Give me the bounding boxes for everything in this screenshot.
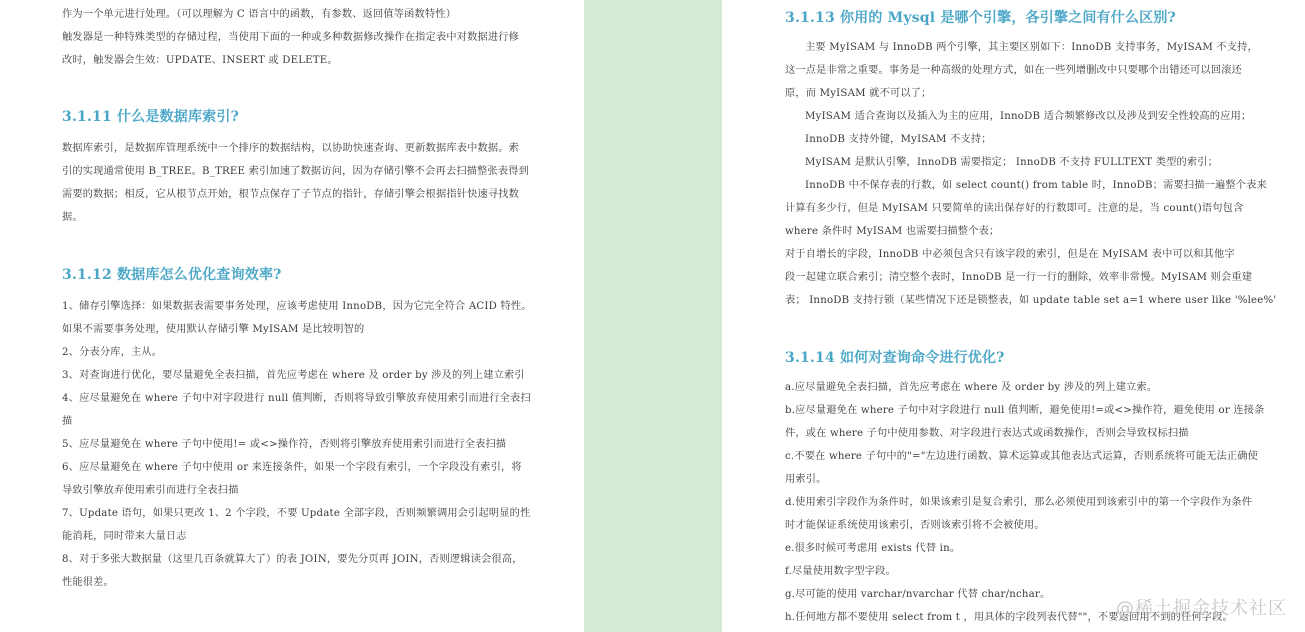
text-line: 引的实现通常使用 B_TREE。B_TREE 索引加速了数据访问，因为存储引擎不会再去扫描整张表得到 xyxy=(62,166,530,177)
text-line: 时才能保证系统使用该索引，否则该索引将不会被使用。 xyxy=(785,520,1045,531)
text-line: 7、Update 语句，如果只更改 1、2 个字段，不要 Update 全部字段，否则频繁调用会引起明显的性 xyxy=(62,508,531,519)
text-line: 段一起建立联合索引；清空整个表时，InnoDB 是一行一行的删除，效率非常慢。MyISAM 则会重建 xyxy=(785,272,1253,283)
text-line: 数据库索引，是数据库管理系统中一个排序的数据结构，以协助快速查询、更新数据库表中数据。索 xyxy=(62,143,520,154)
text-line: 6、应尽量避免在 where 子句中使用 or 来连接条件，如果一个字段有索引，一个字段没有索引，将 xyxy=(62,462,522,473)
text-line: c.不要在 where 子句中的"="左边进行函数、算术运算或其他表达式运算，否则系统将可能无法正确使 xyxy=(785,451,1259,462)
text-line: 1、储存引擎选择：如果数据表需要事务处理，应该考虑使用 InnoDB，因为它完全符合 ACID 特性。 xyxy=(62,301,532,312)
text-line: where 条件时 MyISAM 也需要扫描整个表； xyxy=(785,226,1000,237)
text-line: 如果不需要事务处理，使用默认存储引擎 MyISAM 是比较明智的 xyxy=(62,324,365,335)
left-page xyxy=(0,0,584,632)
text-line: 5、应尽量避免在 where 子句中使用!= 或<>操作符，否则将引擎放弃使用索引而进行全表扫描 xyxy=(62,439,507,450)
section-heading-3-1-12: 3.1.12 数据库怎么优化查询效率? xyxy=(62,267,282,283)
text-line: e.很多时候可考虑用 exists 代替 in。 xyxy=(785,543,961,554)
text-line: 这一点是非常之重要。事务是一种高级的处理方式，如在一些列增删改中只要哪个出错还可以回滚还 xyxy=(785,65,1243,76)
text-line: 作为一个单元进行处理。（可以理解为 C 语言中的函数，有参数、返回值等函数特性） xyxy=(62,9,457,20)
text-line: 8、对于多张大数据量（这里几百条就算大了）的表 JOIN，要先分页再 JOIN，否则逻辑读会很高， xyxy=(62,554,523,565)
text-line: 2、分表分库，主从。 xyxy=(62,347,163,358)
text-line: 件，或在 where 子句中使用参数、对字段进行表达式或函数操作，否则会导致权标扫描 xyxy=(785,428,1189,439)
text-line: d.使用索引字段作为条件时，如果该索引是复合索引，那么必须使用到该索引中的第一个字段作为条件 xyxy=(785,497,1253,508)
page-gutter xyxy=(584,0,722,632)
text-line: 3、对查询进行优化，要尽量避免全表扫描，首先应考虑在 where 及 order by 涉及的列上建立索引 xyxy=(62,370,525,381)
watermark: @稀土掘金技术社区 xyxy=(1116,598,1287,619)
text-line: 性能很差。 xyxy=(62,577,114,588)
text-line: 导致引擎放弃使用索引而进行全表扫描 xyxy=(62,485,239,496)
text-line: b.应尽量避免在 where 子句中对字段进行 null 值判断，避免使用!=或<>操作符，避免使用 or 连接条 xyxy=(785,405,1265,416)
text-line: 对于自增长的字段，InnoDB 中必须包含只有该字段的索引，但是在 MyISAM 表中可以和其他字 xyxy=(785,249,1235,260)
text-line: 据。 xyxy=(62,212,83,223)
text-line: 表； InnoDB 支持行锁（某些情况下还是锁整表，如 update table set a=1 where user like '%lee%' xyxy=(785,295,1277,306)
text-line: InnoDB 中不保存表的行数，如 select count() from table 时，InnoDB；需要扫描一遍整个表来 xyxy=(805,180,1267,191)
right-page xyxy=(722,0,1305,632)
text-line: 描 xyxy=(62,416,73,427)
text-line: 主要 MyISAM 与 InnoDB 两个引擎，其主要区别如下：InnoDB 支持事务，MyISAM 不支持， xyxy=(805,42,1258,53)
text-line: MyISAM 适合查询以及插入为主的应用，InnoDB 适合频繁修改以及涉及到安全性较高的应用； xyxy=(805,111,1252,122)
text-line: MyISAM 是默认引擎，InnoDB 需要指定； InnoDB 不支持 FULLTEXT 类型的索引； xyxy=(805,157,1219,168)
text-line: 计算有多少行，但是 MyISAM 只要简单的读出保存好的行数即可。注意的是，当 count()语句包含 xyxy=(785,203,1244,214)
text-line: 触发器是一种特殊类型的存储过程，当使用下面的一种或多种数据修改操作在指定表中对数据进行修 xyxy=(62,32,520,43)
section-heading-3-1-11: 3.1.11 什么是数据库索引? xyxy=(62,109,239,125)
text-line: 能消耗，同时带来大量日志 xyxy=(62,531,187,542)
text-line: InnoDB 支持外键，MyISAM 不支持； xyxy=(805,134,992,145)
text-line: h.任何地方都不要使用 select from t ，用具体的字段列表代替""，不要返回用不到的任何字段。 xyxy=(785,612,1233,623)
section-heading-3-1-14: 3.1.14 如何对查询命令进行优化? xyxy=(785,350,1005,366)
text-line: 4、应尽量避免在 where 子句中对字段进行 null 值判断，否则将导致引擎放弃使用索引而进行全表扫 xyxy=(62,393,531,404)
text-line: 改时，触发器会生效：UPDATE、INSERT 或 DELETE。 xyxy=(62,55,338,66)
text-line: 需要的数据；相反，它从根节点开始，根节点保存了子节点的指针，存储引擎会根据指针快速寻找数 xyxy=(62,189,520,200)
section-heading-3-1-13: 3.1.13 你用的 Mysql 是哪个引擎，各引擎之间有什么区别? xyxy=(785,10,1176,26)
text-line: 用索引。 xyxy=(785,474,827,485)
text-line: f.尽量使用数字型字段。 xyxy=(785,566,896,577)
text-line: a.应尽量避免全表扫描，首先应考虑在 where 及 order by 涉及的列上建立索。 xyxy=(785,382,1158,393)
text-line: 原，而 MyISAM 就不可以了； xyxy=(785,88,932,99)
text-line: g.尽可能的使用 varchar/nvarchar 代替 char/nchar。 xyxy=(785,589,1051,600)
